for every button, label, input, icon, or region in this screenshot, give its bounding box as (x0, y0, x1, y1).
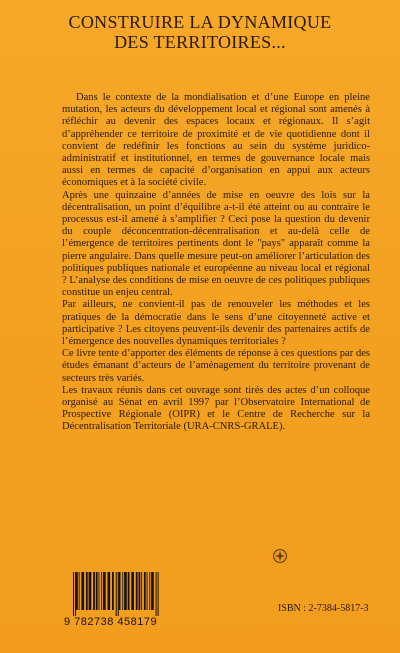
publisher-emblem-icon (272, 548, 288, 564)
paragraph: Les travaux réunis dans cet ouvrage sont tirés des actes d’un colloque organisé au Sénat en avril 1997 par l’Observatoire International de Prospective Régionale (OIPR) et le Centre de Recherche sur la Décentralisation Territoriale (URA-CNRS-GRALE). (62, 384, 370, 433)
barcode-number: 9 782738 458179 (64, 616, 158, 628)
paragraph: Après une quinzaine d’années de mise en oeuvre des lois sur la décentralisation, un point d’équilibre a-t-il été atteint ou au contraire le processus est-il amené à s’amplifier ? Ceci pose la question du devenir du couple déconcentration-décentralisation et au-delà celle de l’émergence de territoires pertinents dont le "pays" apparaît comme la pierre angulaire. Dans quelle mesure peut-on améliorer l’articulation des politiques publiques nationale et européenne au niveau local et régional ? L’analyse des conditions de mise en oeuvre de ces politiques publiques constitue un enjeu central. (62, 189, 370, 299)
barcode-icon (72, 572, 168, 616)
isbn: ISBN : 2-7384-5817-3 (278, 603, 369, 614)
title-line-2: DES TERRITOIRES... (114, 32, 286, 52)
paragraph: Ce livre tente d’apporter des éléments de réponse à ces questions par des études émanant d’acteurs de l’aménagement du territoire provenant de secteurs très variés. (62, 348, 370, 384)
blurb-text (62, 92, 370, 434)
barcode (64, 572, 172, 630)
paragraph: Dans le contexte de la mondialisation et d’une Europe en pleine mutation, les acteurs du développement local et régional sont amenés à réfléchir au devenir des espaces locaux et régionaux. Il s’agit d’appréhender ce territoire de proximité et de vie quotidienne dont il convient de redéfinir les fonctions au sein du système juridico-administratif et institutionnel, en termes de gouvernance locale mais aussi en termes de capacité d’organisation en appui aux acteurs économiques et à la société civile. (62, 92, 370, 189)
paragraph: Par ailleurs, ne convient-il pas de renouveler les méthodes et les pratiques de la démocratie dans le sens d’une citoyenneté active et participative ? Les citoyens peuvent-ils devenir des partenaires actifs de l’émergence des nouvelles dynamiques territoriales ? (62, 299, 370, 348)
book-title (0, 12, 400, 52)
title-line-1: CONSTRUIRE LA DYNAMIQUE (68, 12, 332, 32)
